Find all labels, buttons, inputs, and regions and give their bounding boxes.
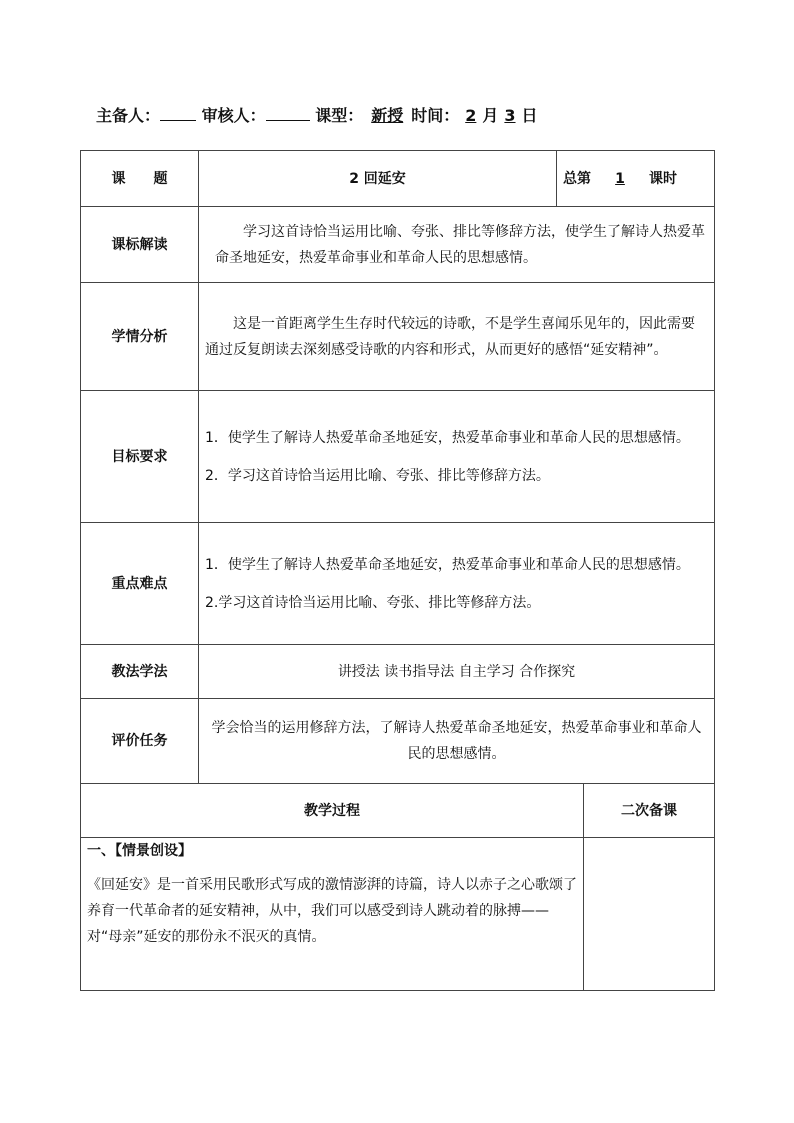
day-unit: 日	[521, 106, 538, 125]
methods-row	[81, 645, 715, 699]
topic-label: 课 题	[81, 151, 199, 207]
process-label: 教学过程	[81, 784, 584, 838]
keypoints-item-2: 2.学习这首诗恰当运用比喻、夸张、排比等修辞方法。	[205, 594, 541, 611]
second-prep-label: 二次备课	[584, 784, 715, 838]
standard-cell	[199, 207, 715, 283]
second-prep-cell	[584, 838, 715, 991]
reviewer-blank	[266, 120, 310, 121]
keypoints-cell	[199, 523, 715, 645]
standard-row	[81, 207, 715, 283]
lesson-count-cell	[557, 151, 715, 207]
preparer-label: 主备人：	[96, 106, 161, 125]
goals-cell	[199, 391, 715, 523]
process-header-row	[81, 784, 715, 838]
total-unit: 课时	[649, 170, 677, 187]
month-value: 2	[465, 106, 477, 125]
keypoints-row	[81, 523, 715, 645]
type-value: 新授	[371, 106, 404, 125]
goals-label: 目标要求	[81, 391, 199, 523]
keypoints-item-1: 1．使学生了解诗人热爱革命圣地延安，热爱革命事业和革命人民的思想感情。	[205, 556, 690, 573]
goals-item-2: 2．学习这首诗恰当运用比喻、夸张、排比等修辞方法。	[205, 467, 550, 484]
topic-value: 2 回延安	[199, 151, 557, 207]
evaluation-row	[81, 699, 715, 784]
total-value: 1	[615, 170, 625, 187]
process-content-row	[81, 838, 715, 991]
preparer-blank	[160, 120, 196, 121]
day-value: 3	[504, 106, 516, 125]
evaluation-label: 评价任务	[81, 699, 199, 784]
section1-title: 一、【情景创设】	[87, 843, 192, 859]
evaluation-text: 学会恰当的运用修辞方法，了解诗人热爱革命圣地延安，热爱革命事业和革命人民的思想感情。	[199, 699, 715, 784]
goals-row	[81, 391, 715, 523]
standard-label: 课标解读	[81, 207, 199, 283]
total-label: 总第	[563, 170, 591, 187]
goals-item-1: 1．使学生了解诗人热爱革命圣地延安，热爱革命事业和革命人民的思想感情。	[205, 429, 690, 446]
section1-text: 《回延安》是一首采用民歌形式写成的激情澎湃的诗篇，诗人以赤子之心歌颂了养育一代革命者的延安精神，从中，我们可以感受到诗人跳动着的脉搏——对“母亲”延安的那份永不泯灭的真情。	[87, 877, 577, 945]
methods-text: 讲授法 读书指导法 自主学习 合作探究	[199, 645, 715, 699]
analysis-text: 这是一首距离学生生存时代较远的诗歌，不是学生喜闻乐见年的，因此需要通过反复朗读去深刻感受诗歌的内容和形式，从而更好的感悟“延安精神”。	[205, 315, 695, 358]
type-label: 课型：	[315, 106, 364, 125]
lesson-plan-table	[80, 150, 715, 991]
reviewer-label: 审核人：	[201, 106, 266, 125]
analysis-label: 学情分析	[81, 283, 199, 391]
document-header	[96, 103, 538, 126]
process-content-cell	[81, 838, 584, 991]
keypoints-label: 重点难点	[81, 523, 199, 645]
standard-text: 学习这首诗恰当运用比喻、夸张、排比等修辞方法，使学生了解诗人热爱革命圣地延安，热爱革命事业和革命人民的思想感情。	[215, 223, 705, 266]
analysis-row	[81, 283, 715, 391]
month-unit: 月	[482, 106, 499, 125]
time-label: 时间：	[411, 106, 460, 125]
topic-row	[81, 151, 715, 207]
analysis-cell	[199, 283, 715, 391]
methods-label: 教法学法	[81, 645, 199, 699]
